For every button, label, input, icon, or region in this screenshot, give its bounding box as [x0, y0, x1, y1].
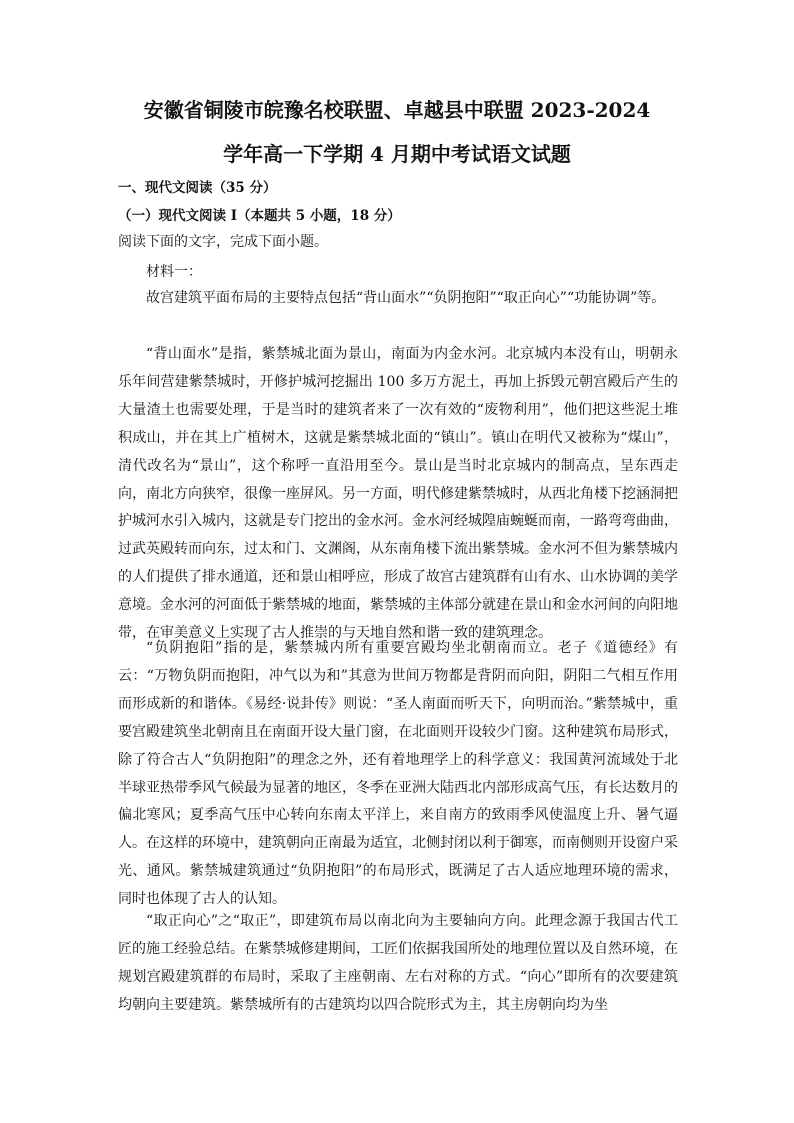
paragraph-beishan-mianshui: “背山面水”是指，紫禁城北面为景山，南面为内金水河。北京城内本没有山，明朝永乐年间营建紫禁城时，开修护城河挖掘出 100 多万方泥土，再加上拆毁元朝宫殿后产生的大量渣土也需要处理，于是当时的建筑者来了一次有效的“废物利用”，他们把这些泥土堆积成山，并在其上广植树木，这就是紫禁城北面的“镇山”。镇山在明代又被称为“煤山”，清代改名为“景山”，这个称呼一直沿用至今。景山是当时北京城内的制高点，呈东西走向，南北方向狭窄，很像一座屏风。另一方面，明代修建紫禁城时，从西北角楼下挖涵洞把护城河水引入城内，这就是专门挖出的金水河。金水河经城隍庙蜿蜒而南，一路弯弯曲曲，过武英殿转而向东，过太和门、文渊阁，从东南角楼下流出紫禁城。金水河不但为紫禁城内的人们提供了排水通道，还和景山相呼应，形成了故宫古建筑群有山有水、山水协调的美学意境。金水河的河面低于紫禁城的地面，紫禁城的主体部分就建在景山和金水河间的向阳地带，在审美意义上实现了古人推崇的与天地自然和谐一致的建筑理念。	[118, 346, 678, 642]
paragraph-quzheng-xiangxin: “取正向心”之“取正”，即建筑布局以南北向为主要轴向方向。此理念源于我国古代工匠的施工经验总结。在紫禁城修建期间，工匠们依据我国所处的地理位置以及自然环境，在规划宫殿建筑群的布局时，采取了主座朝南、左右对称的方式。“向心”即所有的次要建筑均朝向主要建筑。紫禁城所有的古建筑均以四合院形式为主，其主房朝向均为坐	[118, 913, 678, 1013]
section-heading: 一、现代文阅读（35 分）	[118, 180, 277, 196]
material-label: 材料一：	[146, 264, 202, 280]
document-title-line-1: 安徽省铜陵市皖豫名校联盟、卓越县中联盟 2023-2024	[143, 98, 651, 122]
paragraph-fuyin-baoyang: “负阴抱阳”指的是，紫禁城内所有重要宫殿均坐北朝南而立。老子《道德经》有云：“万物负阴而抱阳，冲气以为和”其意为世间万物都是背阴而向阳，阴阳二气相互作用而形成新的和谐体。《易经·说卦传》则说：“圣人南面而听天下，向明而治。”紫禁城中，重要宫殿建筑坐北朝南且在南面开设大量门窗，在北面则开设较少门窗。这种建筑布局形式，除了符合古人“负阴抱阳”的理念之外，还有着地理学上的科学意义：我国黄河流域处于北半球亚热带季风气候最为显著的地区，冬季在亚洲大陆西北内部形成高气压，有长达数月的偏北寒风；夏季高气压中心转向东南太平洋上，来自南方的致雨季风使温度上升、暑气逼人。在这样的环境中，建筑朝向正南最为适宜，北侧封闭以利于御寒，而南侧则开设窗户采光、通风。紫禁城建筑通过“负阴抱阳”的布局形式，既满足了古人适应地理环境的需求，同时也体现了古人的认知。	[118, 640, 678, 908]
paragraph-intro: 故宫建筑平面布局的主要特点包括“背山面水”“负阴抱阳”“取正向心”“功能协调”等。	[146, 290, 666, 306]
subsection-heading: （一）现代文阅读 I（本题共 5 小题，18 分）	[118, 208, 401, 224]
instruction-text: 阅读下面的文字，完成下面小题。	[118, 234, 328, 250]
document-title-line-2: 学年高一下学期 4 月期中考试语文试题	[223, 142, 571, 166]
